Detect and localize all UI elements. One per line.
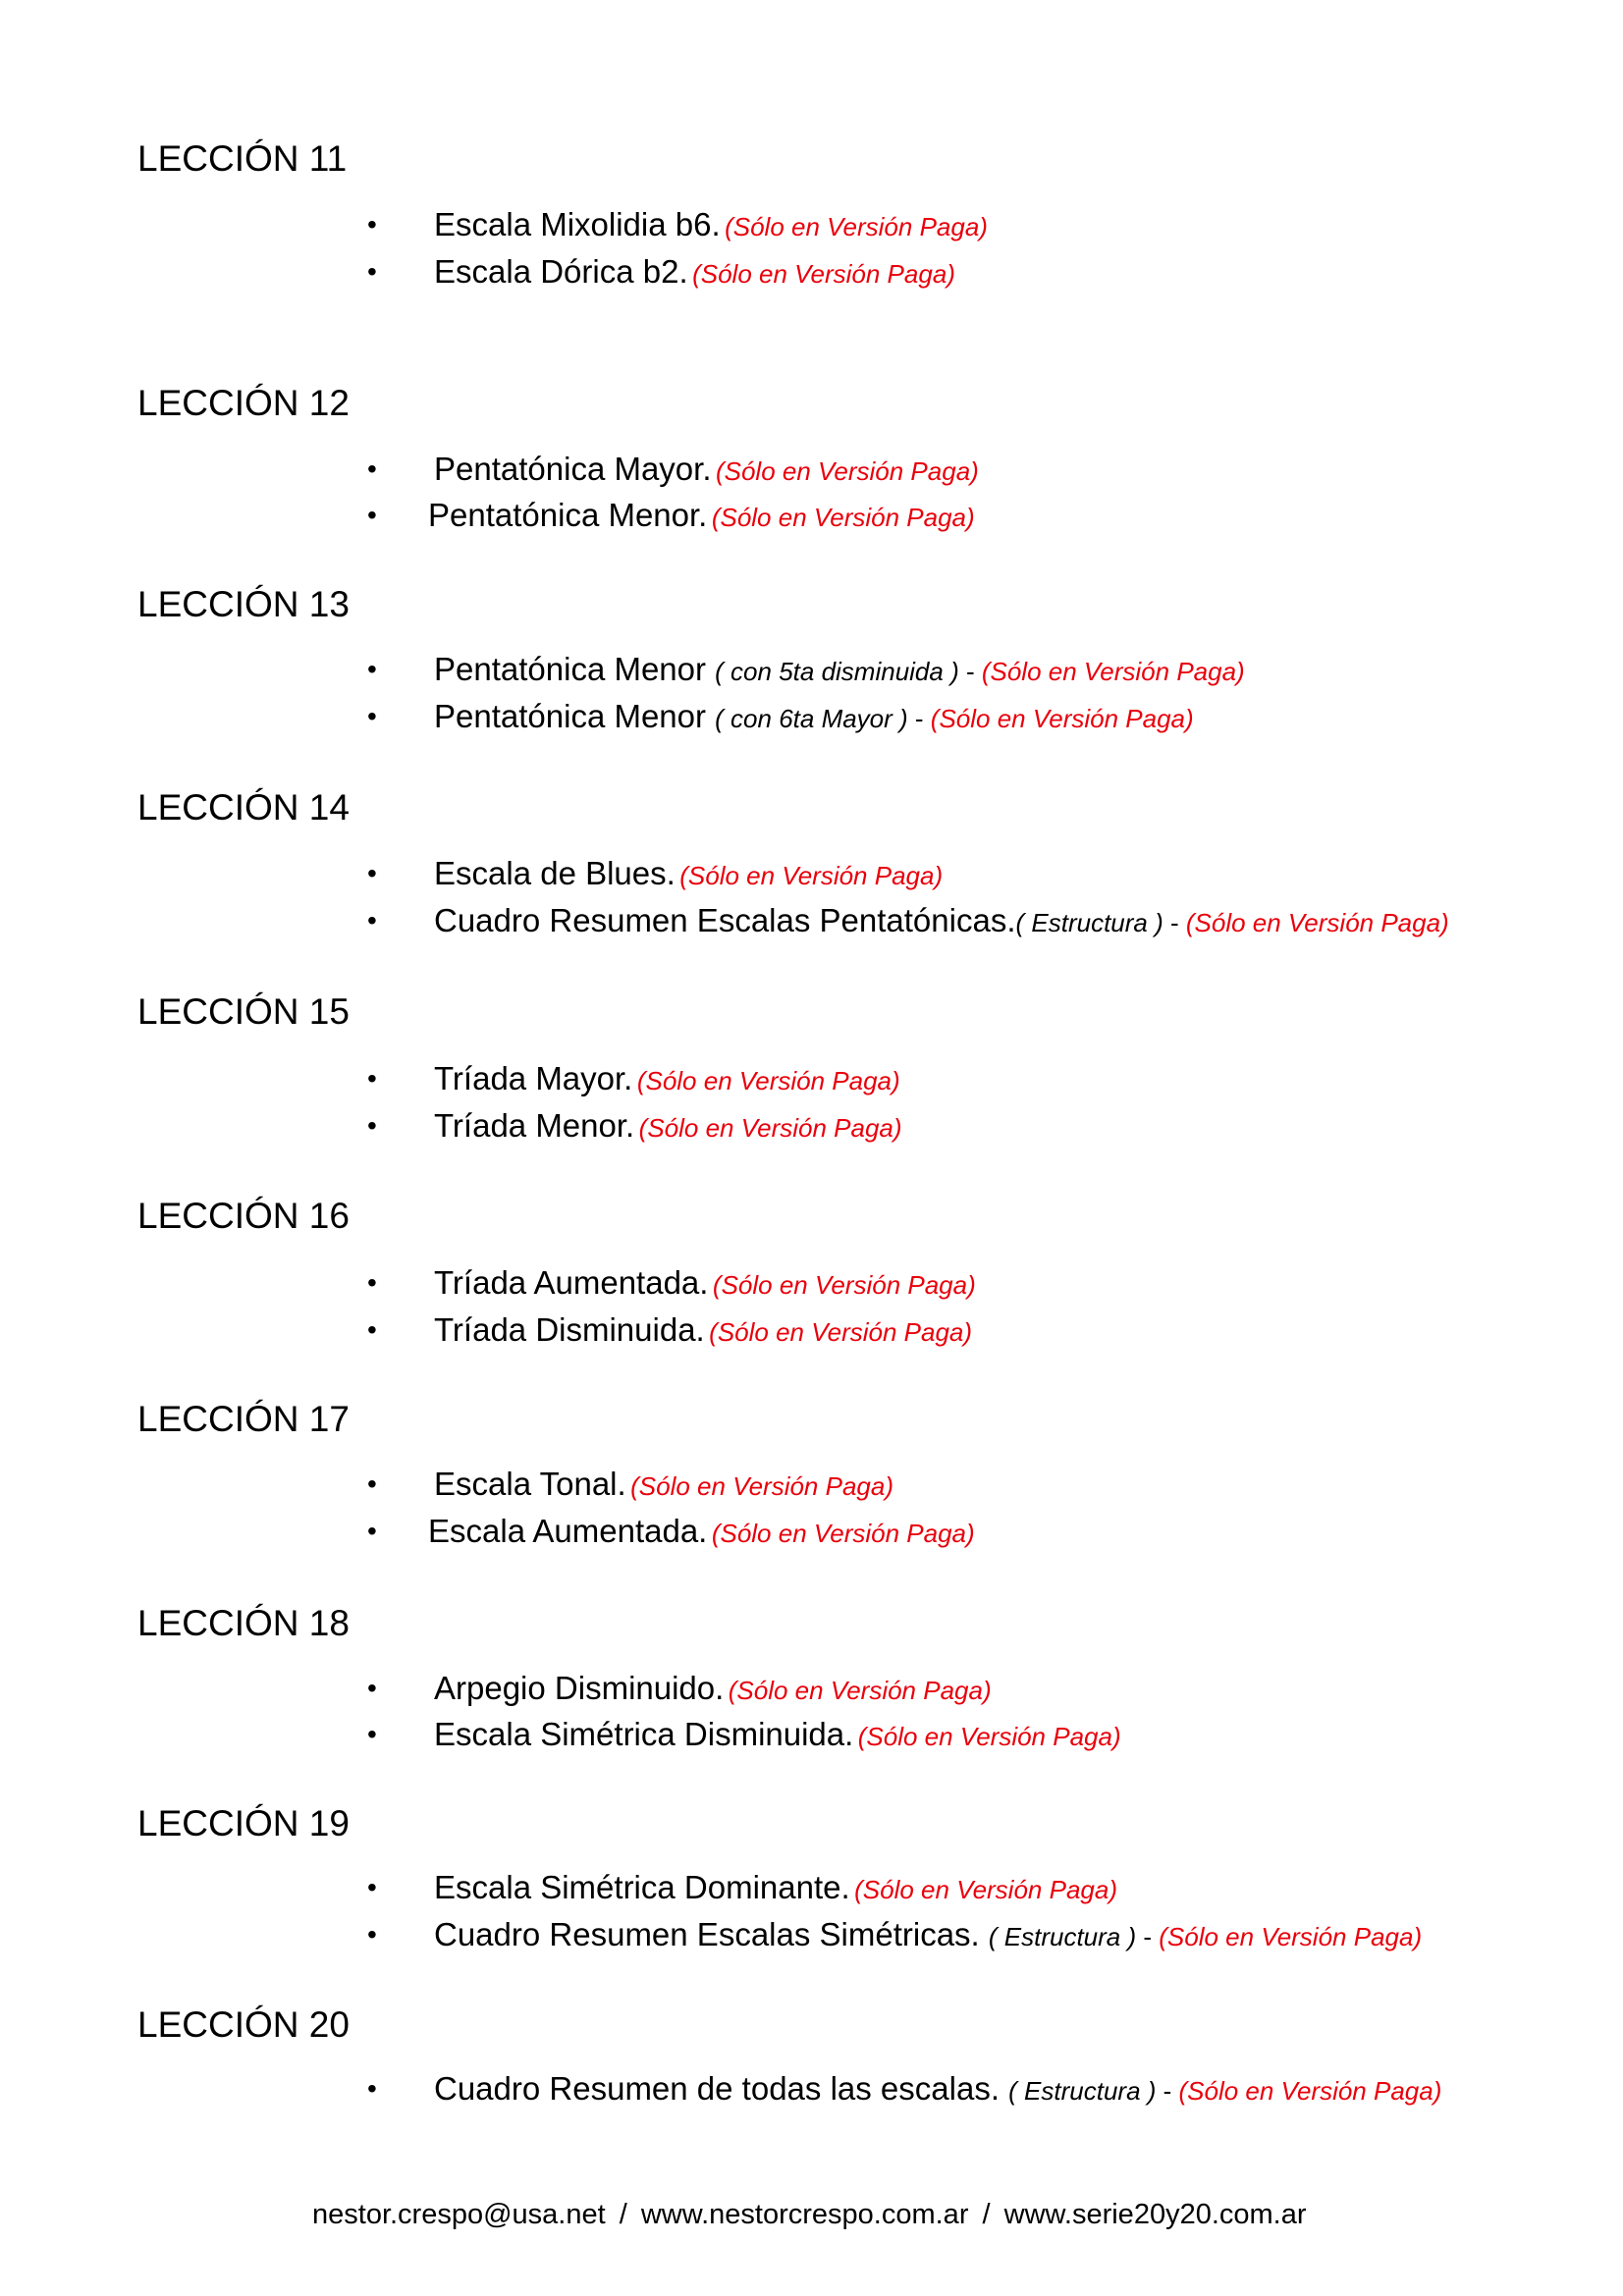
item-title: Tríada Aumentada. [434,1264,709,1301]
item-title: Pentatónica Menor. [428,497,708,533]
item-title: Cuadro Resumen Escalas Simétricas. [434,1916,989,1952]
item-text-group [428,1510,975,1560]
item-text-group [434,1866,1117,1916]
paid-note: (Sólo en Versión Paga) [1185,908,1449,937]
paid-note: (Sólo en Versión Paga) [709,1317,973,1347]
bullet-icon: • [367,1314,377,1345]
item-text-group [434,1104,902,1154]
paid-note: (Sólo en Versión Paga) [711,503,975,532]
footer-site-link[interactable]: www.serie20y20.com.ar [1003,2199,1307,2230]
paid-note: (Sólo en Versión Paga) [857,1722,1121,1751]
item-text-group [434,695,1194,745]
footer-email[interactable]: nestor.crespo@usa.net [312,2199,606,2230]
item-note: ( con 6ta Mayor ) [715,704,908,733]
paid-note: (Sólo en Versión Paga) [728,1676,992,1705]
paid-note: (Sólo en Versión Paga) [725,212,988,241]
item-note: ( con 5ta disminuida ) [715,657,959,686]
bullet-icon: • [367,1267,377,1298]
item-text-group [434,1463,893,1513]
lesson-heading-19: LECCIÓN 19 [137,1803,350,1843]
item-text-group [434,448,979,498]
item-text-group [434,648,1245,698]
item-title: Cuadro Resumen Escalas Pentatónicas. [434,902,1016,938]
item-separator: - [1156,2076,1179,2106]
item-separator: - [1163,908,1186,937]
bullet-icon: • [367,2073,377,2104]
bullet-icon: • [367,1063,377,1094]
paid-note: (Sólo en Versión Paga) [930,704,1194,733]
item-text-group [434,203,988,253]
page-footer [312,2195,1307,2234]
lesson-heading-12: LECCIÓN 12 [137,383,350,423]
bullet-icon: • [367,1673,377,1703]
paid-note: (Sólo en Versión Paga) [711,1519,975,1548]
item-title: Tríada Mayor. [434,1060,633,1096]
item-title: Escala Aumentada. [428,1513,708,1549]
paid-note: (Sólo en Versión Paga) [630,1471,893,1501]
bullet-icon: • [367,1468,377,1499]
item-separator: - [958,657,982,686]
item-title: Tríada Disminuida. [434,1311,705,1348]
bullet-icon: • [367,454,377,484]
bullet-icon: • [367,500,377,530]
item-text-group [434,1308,972,1359]
item-title: Tríada Menor. [434,1107,635,1144]
item-title: Pentatónica Menor [434,698,716,734]
bullet-icon: • [367,1872,377,1902]
item-note: ( Estructura ) [1008,2076,1157,2106]
footer-separator: / [619,2199,627,2230]
paid-note: (Sólo en Versión Paga) [638,1113,902,1143]
bullet-icon: • [367,209,377,240]
paid-note: (Sólo en Versión Paga) [636,1066,900,1095]
paid-note: (Sólo en Versión Paga) [1178,2076,1442,2106]
footer-site-link[interactable]: www.nestorcrespo.com.ar [640,2199,969,2230]
item-text-group [434,1667,992,1717]
item-note: ( Estructura ) [1015,908,1163,937]
lesson-heading-15: LECCIÓN 15 [137,991,350,1032]
item-title: Escala Simétrica Disminuida. [434,1716,854,1752]
lesson-heading-11: LECCIÓN 11 [137,138,348,179]
item-title: Escala Dórica b2. [434,253,688,290]
bullet-icon: • [367,858,377,888]
item-title: Pentatónica Mayor. [434,451,712,487]
item-title: Pentatónica Menor [434,651,716,687]
footer-separator: / [982,2199,991,2230]
item-title: Escala Simétrica Dominante. [434,1869,850,1905]
bullet-icon: • [367,1719,377,1749]
item-title: Arpegio Disminuido. [434,1670,725,1706]
lesson-heading-17: LECCIÓN 17 [137,1399,350,1439]
bullet-icon: • [367,1110,377,1141]
bullet-icon: • [367,654,377,684]
paid-note: (Sólo en Versión Paga) [712,1270,976,1300]
lesson-heading-18: LECCIÓN 18 [137,1603,350,1643]
item-title: Escala Tonal. [434,1466,626,1502]
paid-note: (Sólo en Versión Paga) [692,259,955,289]
bullet-icon: • [367,701,377,731]
item-text-group [428,494,975,544]
item-text-group [434,1913,1422,1963]
item-title: Escala de Blues. [434,855,676,891]
lesson-heading-13: LECCIÓN 13 [137,584,350,624]
paid-note: (Sólo en Versión Paga) [679,861,944,890]
paid-note: (Sólo en Versión Paga) [1159,1922,1423,1951]
bullet-icon: • [367,256,377,287]
item-text-group [434,1713,1121,1763]
item-title: Escala Mixolidia b6. [434,206,721,242]
item-separator: - [907,704,931,733]
lesson-heading-14: LECCIÓN 14 [137,787,350,828]
item-text-group [434,250,955,300]
bullet-icon: • [367,1919,377,1949]
item-note: ( Estructura ) [988,1922,1137,1951]
paid-note: (Sólo en Versión Paga) [715,456,979,486]
bullet-icon: • [367,1516,377,1546]
bullet-icon: • [367,905,377,935]
lesson-heading-20: LECCIÓN 20 [137,2004,350,2045]
item-text-group [434,899,1449,949]
item-text-group [434,1057,900,1107]
item-text-group [434,852,943,902]
paid-note: (Sólo en Versión Paga) [981,657,1245,686]
item-text-group [434,2067,1441,2117]
item-text-group [434,1261,976,1311]
lesson-heading-16: LECCIÓN 16 [137,1196,350,1236]
item-separator: - [1136,1922,1160,1951]
paid-note: (Sólo en Versión Paga) [854,1875,1117,1904]
item-title: Cuadro Resumen de todas las escalas. [434,2070,1009,2107]
